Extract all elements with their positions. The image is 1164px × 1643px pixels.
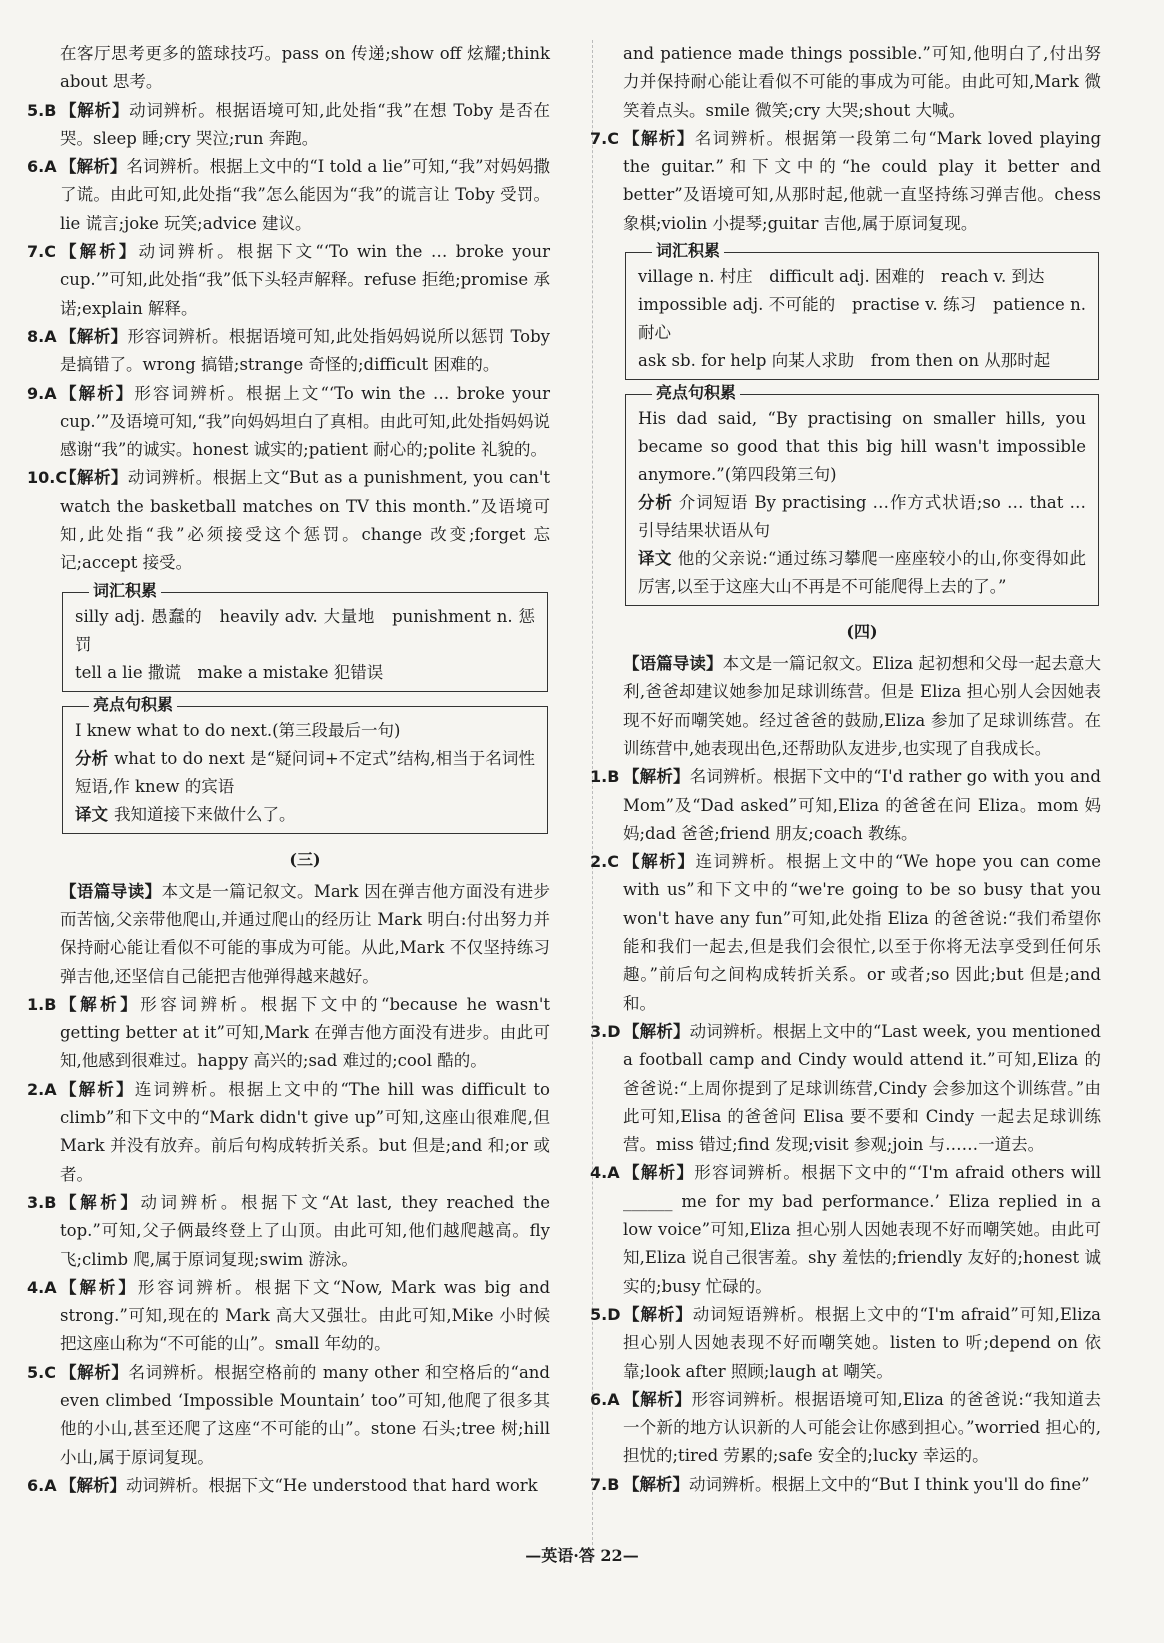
analysis-tag: 【解析】 (60, 383, 135, 403)
analysis-tag: 【解析】 (60, 1277, 138, 1297)
analysis-tag: 【解析】 (60, 994, 141, 1014)
answer-item (590, 1301, 1102, 1386)
item-text: 形容词辨析。根据下文中的“‘I'm afraid others will ______ me for my bad performance.’ Eliza replied in a low voice”可知,Eliza 担心别人因她表现不好而嘲笑她。由此可知,Eliza 说自己很害羞。shy 羞怯的;friendly 友好的;honest 诚实的;busy 忙碌的。 (623, 1163, 1102, 1296)
answer-number: 6.A (590, 1389, 620, 1409)
answer-item (590, 1386, 1101, 1471)
analysis-tag: 【解析】 (60, 468, 128, 488)
line-text: 他的父亲说:“通过练习攀爬一座座较小的山,你变得如此厉害,以至于这座大山不再是不可能爬得上去的了。” (638, 549, 1086, 597)
answer-number: 5.B (27, 100, 57, 120)
answer-item (27, 1274, 551, 1359)
line-text: 介词短语 By practising …作方式状语;so … that …引导结果状语从句 (638, 493, 1086, 541)
paragraph (60, 40, 550, 97)
analysis-tag: 【解析】 (60, 100, 130, 120)
line-text: tell a lie 撒谎 make a mistake 犯错误 (75, 662, 384, 682)
line-text: impossible adj. 不可能的 practise v. 练习 patience n. 耐心 (638, 295, 1086, 343)
item-text: 连词辨析。根据上文中的“We hope you can come with us”和下文中的“we're going to be so busy that you won't have any fun”可知,此处指 Eliza 的爸爸说:“我们希望你能和我们一起去,但是我们会很忙,以至于你将无法享受到任何乐趣。”前后句之间构成转折关系。or 或者;so 因此;but 但是;and 和。 (623, 852, 1101, 1013)
answer-number: 2.C (590, 852, 619, 872)
answer-item (590, 763, 1101, 848)
item-text: 名词辨析。根据上文中的“I told a lie”可知,“我”对妈妈撒了谎。由此可知,此处指“我”怎么能因为“我”的谎言让 Toby 受罚。lie 谎言;joke 玩笑;advice 建议。 (60, 157, 550, 233)
box-line (75, 717, 535, 745)
answer-number: 5.C (27, 1362, 56, 1382)
analysis-tag: 【解析】 (60, 242, 139, 262)
answer-item (27, 153, 550, 238)
box-title: 亮点句积累 (652, 383, 740, 403)
answer-item (590, 1018, 1101, 1159)
line-text: village n. 村庄 difficult adj. 困难的 reach v. 到达 (638, 267, 1045, 287)
item-text: 动词辨析。根据上文“But as a punishment, you can't watch the basketball matches on TV this month.”及语境可知,此处指“我”必须接受这个惩罚。change 改变;forget 忘记;accept 接受。 (60, 468, 551, 573)
right-column (590, 40, 1102, 1499)
item-text: 形容词辨析。根据下文中的“because he wasn't getting better at it”可知,Mark 在弹吉他方面没有进步。由此可知,他感到很难过。happy 高兴的;sad 难过的;cool 酷的。 (60, 994, 550, 1071)
analysis-tag: 【解析】 (60, 1079, 135, 1099)
answer-item (590, 125, 1102, 238)
line-label: 分析 (75, 748, 109, 768)
item-text: 动词辨析。根据下文“He understood that hard work (126, 1475, 538, 1495)
answer-number: 10.C (27, 468, 68, 488)
box-line (638, 489, 1086, 545)
box-line (75, 801, 535, 829)
paragraph (623, 40, 1101, 125)
line-text: silly adj. 愚蠢的 heavily adv. 大量地 punishment n. 惩罚 (75, 606, 535, 654)
answer-number: 5.D (590, 1304, 621, 1324)
analysis-tag: 【语篇导读】 (623, 654, 723, 674)
box-line (638, 405, 1086, 489)
item-text: 连词辨析。根据上文中的“The hill was difficult to climb”和下文中的“Mark didn't give up”可知,这座山很难爬,但 Mark 并没有放弃。前后句构成转折关系。but 但是;and 和;or 或者。 (60, 1079, 550, 1184)
answer-item (27, 1472, 550, 1500)
answer-number: 1.B (27, 994, 57, 1014)
item-text: 在客厅思考更多的篮球技巧。pass on 传递;show off 炫耀;think about 思考。 (60, 44, 550, 92)
analysis-tag: 【解析】 (60, 1475, 126, 1495)
box-line (638, 263, 1086, 291)
answer-number: 4.A (27, 1277, 57, 1297)
box-line (75, 745, 535, 801)
box-line (75, 659, 535, 687)
answer-item (27, 1076, 550, 1189)
analysis-tag: 【解析】 (60, 1362, 129, 1382)
box-line (638, 545, 1086, 601)
answer-item (27, 1359, 550, 1472)
line-text: ask sb. for help 向某人求助 from then on 从那时起 (638, 351, 1051, 371)
item-text: 形容词辨析。根据语境可知,Eliza 的爸爸说:“我知道去一个新的地方认识新的人可能会让你感到担心。”worried 担心的,担忧的;tired 劳累的;safe 安全的;lucky 幸运的。 (623, 1389, 1101, 1466)
paragraph (60, 878, 550, 991)
item-text: 动词辨析。根据上文中的“But I think you'll do fine” (689, 1474, 1090, 1494)
analysis-tag: 【解析】 (623, 1474, 689, 1494)
item-text: 本文是一篇记叙文。Mark 因在弹吉他方面没有进步而苦恼,父亲带他爬山,并通过爬山的经历让 Mark 明白:付出努力并保持耐心能让看似不可能的事成为可能。从此,Mark 不仅坚持练习弹吉他,还坚信自己能把吉他弹得越来越好。 (60, 881, 550, 986)
item-text: 形容词辨析。根据下文“Now, Mark was big and strong.”可知,现在的 Mark 高大又强壮。由此可知,Mike 小时候把这座山称为“不可能的山”。small 年幼的。 (60, 1277, 551, 1354)
answer-item (590, 1471, 1101, 1499)
item-text: 形容词辨析。根据语境可知,此处指妈妈说所以惩罚 Toby 是搞错了。wrong 搞错;strange 奇怪的;difficult 困难的。 (60, 326, 550, 375)
line-label: 译文 (638, 549, 672, 569)
analysis-tag: 【解析】 (623, 852, 696, 872)
item-text: 名词辨析。根据第一段第二句“Mark loved playing the guitar.”和下文中的“he could play it better and better”及语境可知,从那时起,他就一直坚持练习弹吉他。chess 象棋;violin 小提琴;guitar 吉他,属于原词复现。 (623, 128, 1102, 233)
highlight-sentence-box (625, 383, 1099, 606)
answer-number: 7.C (27, 242, 56, 262)
answer-number: 8.A (27, 326, 57, 346)
answer-item (27, 464, 551, 577)
answer-item (590, 1159, 1102, 1300)
highlight-sentence-box (62, 694, 548, 834)
analysis-tag: 【解析】 (623, 1021, 690, 1041)
answer-number: 2.A (27, 1079, 57, 1099)
item-text: 名词辨析。根据空格前的 many other 和空格后的“and even climbed ‘Impossible Mountain’ too”可知,他爬了很多其他的小山,甚至还爬了这座“不可能的山”。stone 石头;tree 树;hill 小山,属于原词复现。 (60, 1362, 550, 1467)
line-text: what to do next 是“疑问词+不定式”结构,相当于名词性短语,作 knew 的宾语 (75, 748, 536, 796)
analysis-tag: 【解析】 (60, 1192, 141, 1212)
box-title: 亮点句积累 (89, 695, 177, 715)
item-text: 动词辨析。根据下文“At last, they reached the top.”可知,父子俩最终登上了山顶。由此可知,他们越爬越高。fly 飞;climb 爬,属于原词复现;swim 游泳。 (60, 1192, 551, 1269)
answer-item (27, 1189, 551, 1274)
analysis-tag: 【解析】 (623, 767, 690, 787)
box-line (638, 347, 1086, 375)
answer-number: 9.A (27, 383, 57, 403)
line-label: 译文 (75, 804, 108, 824)
line-text: His dad said, “By practising on smaller hills, you became so good that this big hill wasn't impossible anymore.”(第四段第三句) (638, 409, 1086, 485)
answer-item (27, 991, 550, 1076)
analysis-tag: 【解析】 (60, 157, 127, 177)
answer-number: 4.A (590, 1163, 620, 1183)
answer-item (27, 380, 551, 465)
vocabulary-box (625, 241, 1099, 380)
line-label: 分析 (638, 493, 673, 513)
answer-number: 6.A (27, 1475, 57, 1495)
item-text: 动词辨析。根据语境可知,此处指“我”在想 Toby 是否在哭。sleep 睡;cry 哭泣;run 奔跑。 (60, 100, 550, 148)
item-text: 名词辨析。根据下文中的“I'd rather go with you and Mom”及“Dad asked”可知,Eliza 的爸爸在问 Eliza。mom 妈妈;dad 爸爸;friend 朋友;coach 教练。 (623, 767, 1101, 843)
answer-item (27, 97, 550, 154)
vocabulary-box (62, 580, 548, 692)
item-text: 动词辨析。根据上文中的“Last week, you mentioned a football camp and Cindy would attend it.”可知,Eliza 的爸爸说:“上周你提到了足球训练营,Cindy 会参加这个训练营。”由此可知,Elisa 的爸爸问 Elisa 要不要和 Cindy 一起去足球训练营。miss 错过;find 发现;visit 参观;join 与……一道去。 (623, 1021, 1101, 1155)
answer-number: 7.B (590, 1474, 620, 1494)
analysis-tag: 【解析】 (60, 326, 128, 346)
answer-number: 7.C (590, 128, 619, 148)
analysis-tag: 【解析】 (623, 1163, 695, 1183)
answer-number: 6.A (27, 157, 57, 177)
box-title: 词汇积累 (89, 581, 161, 601)
answer-item (27, 238, 551, 323)
item-text: 动词短语辨析。根据上文中的“I'm afraid”可知,Eliza 担心别人因她表现不好而嘲笑她。listen to 听;depend on 依靠;look after 照顾;laugh at 嘲笑。 (623, 1304, 1102, 1381)
column-divider (592, 40, 593, 1560)
answer-item (590, 848, 1101, 1018)
section-heading: (四) (846, 622, 878, 642)
left-column (27, 40, 551, 1500)
section-heading: (三) (289, 849, 321, 869)
line-text: 我知道接下来做什么了。 (114, 804, 296, 824)
box-title: 词汇积累 (652, 241, 724, 261)
answer-number: 1.B (590, 767, 620, 787)
item-text: and patience made things possible.”可知,他明白了,付出努力并保持耐心能让看似不可能的事成为可能。由此可知,Mark 微笑着点头。smile 微笑;cry 大哭;shout 大喊。 (623, 44, 1101, 120)
analysis-tag: 【语篇导读】 (60, 881, 162, 901)
box-line (638, 291, 1086, 347)
answer-number: 3.D (590, 1021, 621, 1041)
item-text: 动词辨析。根据下文“‘To win the … broke your cup.’”可知,此处指“我”低下头轻声解释。refuse 拒绝;promise 承诺;explain 解释。 (60, 242, 551, 318)
analysis-tag: 【解析】 (623, 1389, 692, 1409)
answer-item (27, 323, 550, 380)
analysis-tag: 【解析】 (623, 128, 695, 148)
analysis-tag: 【解析】 (623, 1304, 693, 1324)
item-text: 形容词辨析。根据上文“‘To win the … broke your cup.’”及语境可知,“我”向妈妈坦白了真相。由此可知,此处指妈妈说感谢“我”的诚实。honest 诚实的;patient 耐心的;polite 礼貌的。 (60, 383, 551, 460)
answer-number: 3.B (27, 1192, 57, 1212)
page-footer: —英语·答 22— (525, 1546, 639, 1565)
line-text: I knew what to do next.(第三段最后一句) (75, 720, 401, 740)
item-text: 本文是一篇记叙文。Eliza 起初想和父母一起去意大利,爸爸却建议她参加足球训练营。但是 Eliza 担心别人会因她表现不好而嘲笑她。经过爸爸的鼓励,Eliza 参加了足球训练营。在训练营中,她表现出色,还帮助队友进步,也实现了自我成长。 (623, 654, 1102, 758)
paragraph (623, 650, 1101, 763)
box-line (75, 603, 535, 659)
